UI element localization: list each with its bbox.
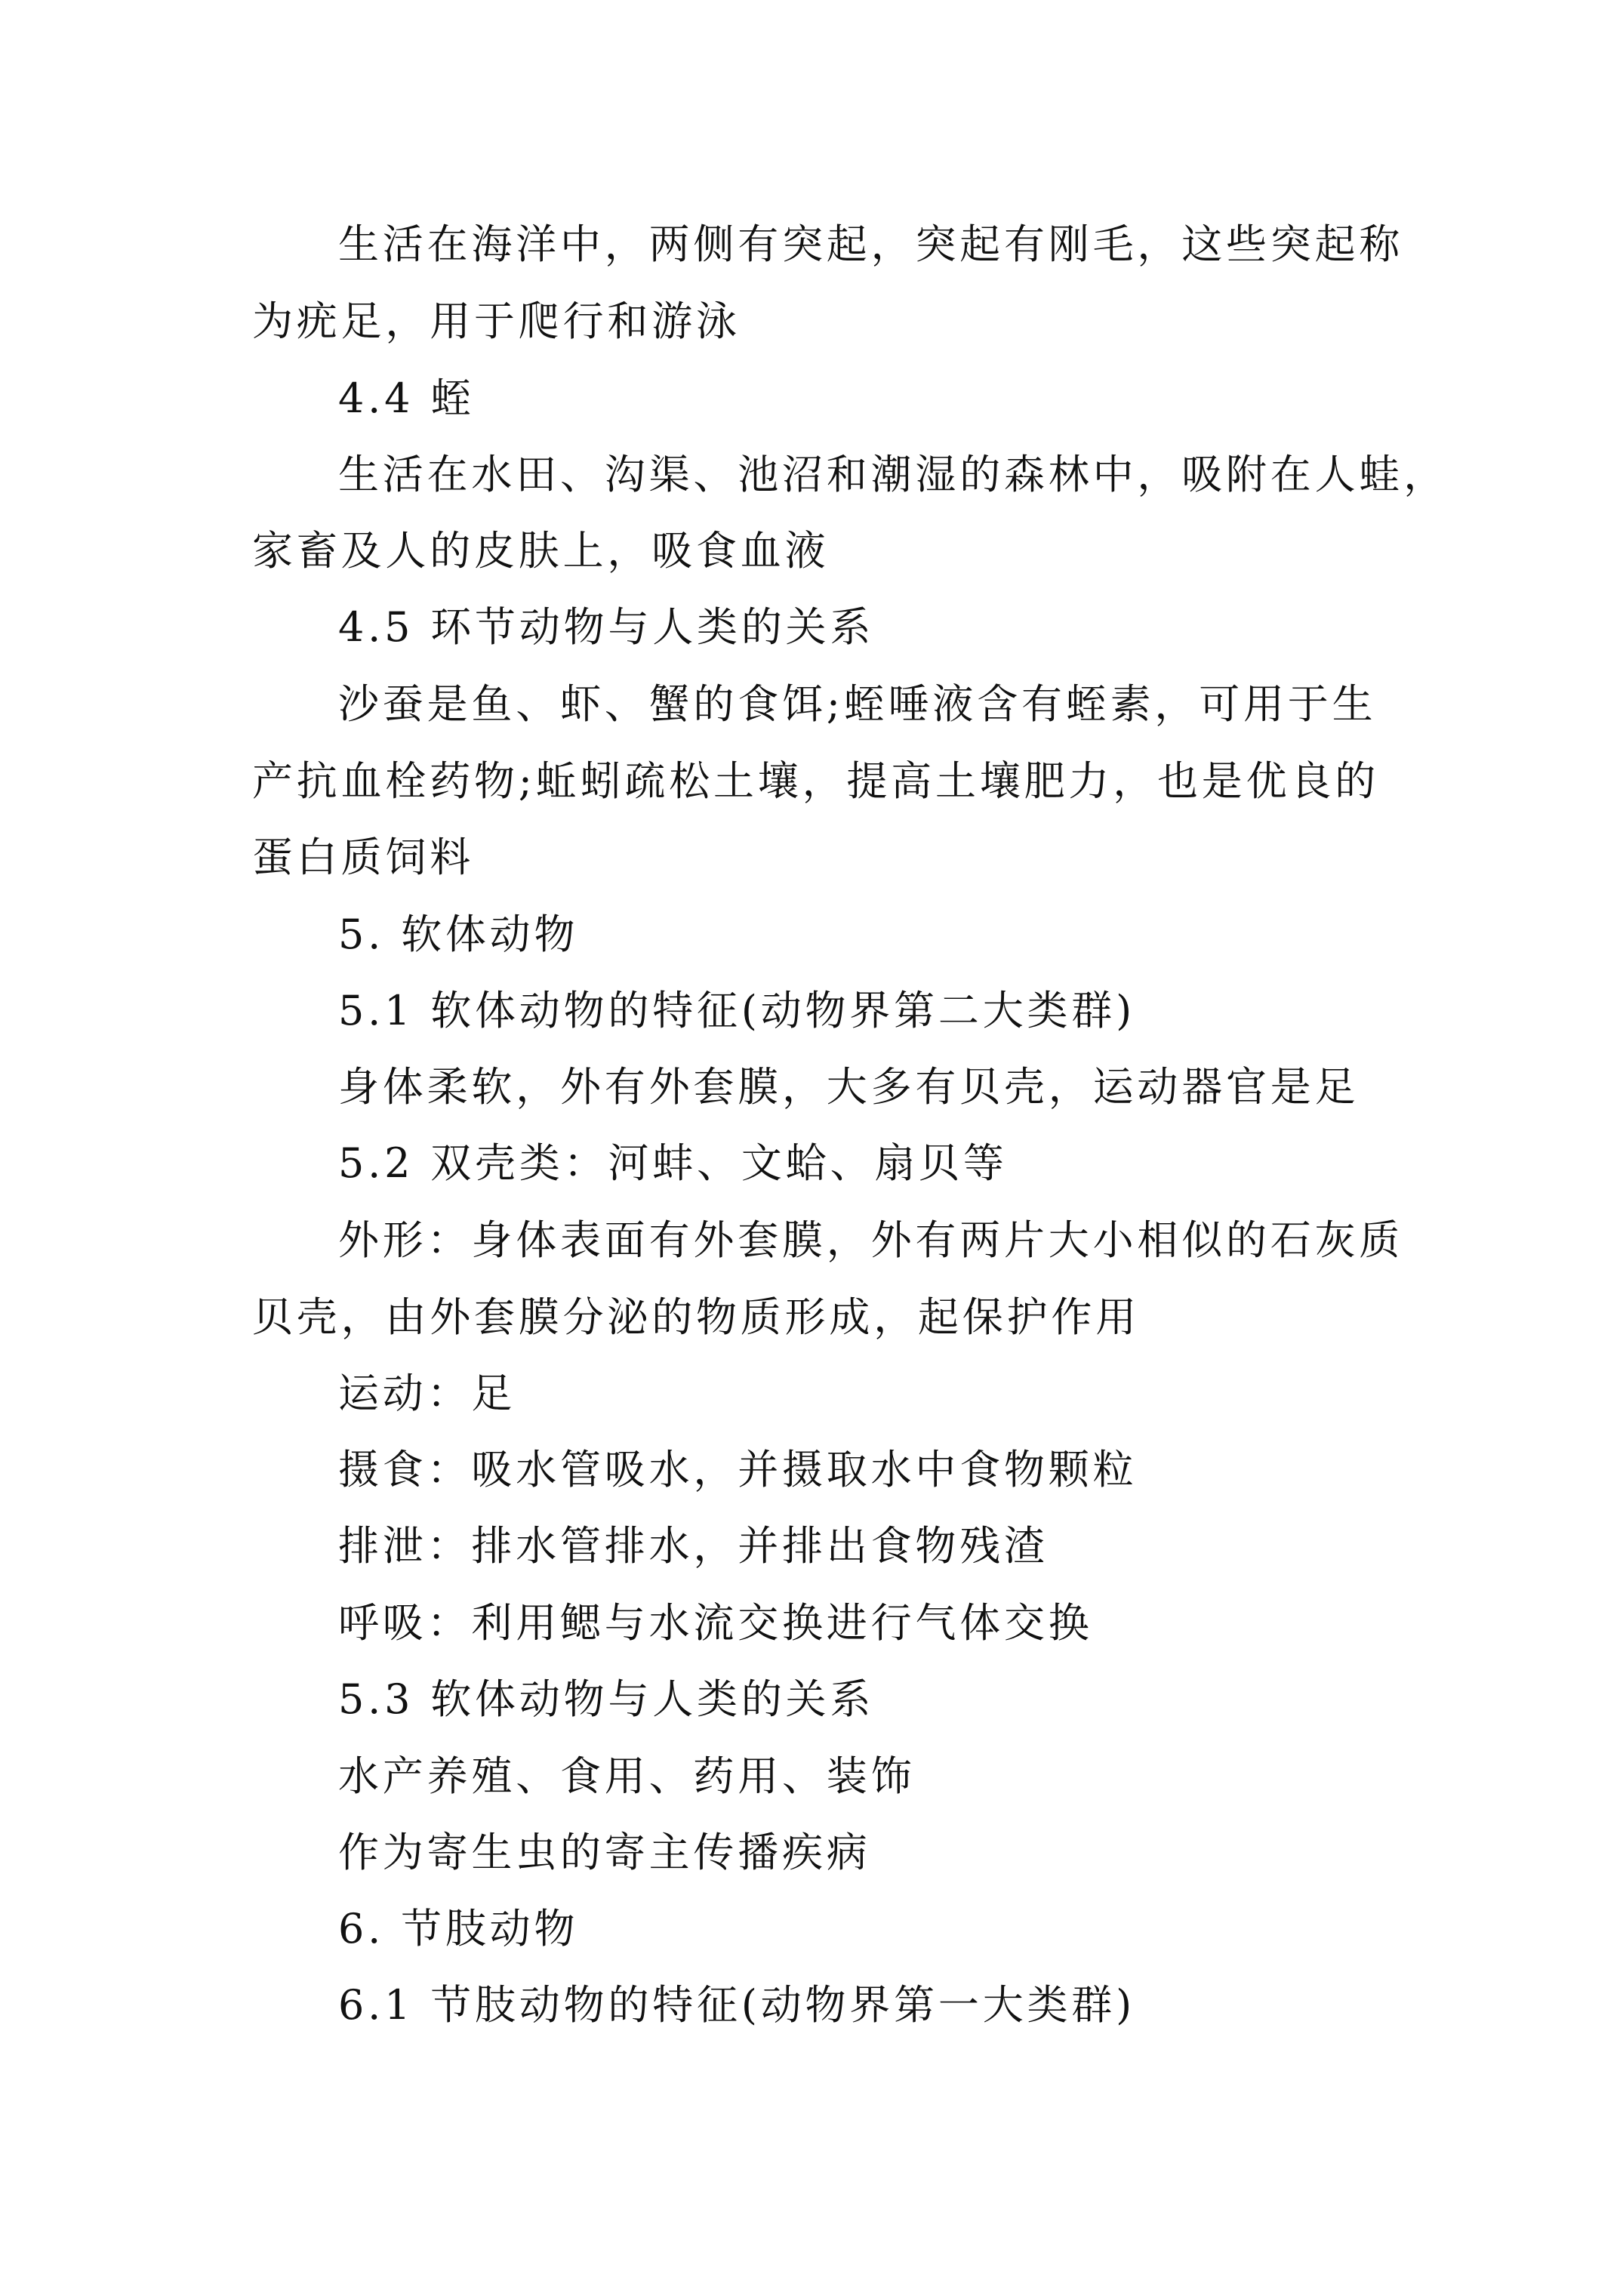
paragraph-line: 贝壳，由外套膜分泌的物质形成，起保护作用 (252, 1293, 1140, 1341)
paragraph-line: 生活在水田、沟渠、池沼和潮湿的森林中，吸附在人蛙， (338, 451, 1448, 498)
paragraph-line: 排泄：排水管排水，并排出食物残渣 (338, 1522, 1049, 1570)
paragraph-line: 家畜及人的皮肤上，吸食血液 (252, 527, 830, 575)
section-heading: 4.4 蛭 (338, 374, 476, 422)
paragraph-line: 运动：足 (338, 1370, 516, 1417)
paragraph-line: 作为寄生虫的寄主传播疾病 (338, 1829, 871, 1876)
paragraph-line: 产抗血栓药物;蚯蚓疏松土壤，提高土壤肥力，也是优良的 (252, 757, 1379, 805)
paragraph-line: 身体柔软，外有外套膜，大多有贝壳，运动器官是足 (338, 1063, 1360, 1111)
paragraph-line: 水产养殖、食用、药用、装饰 (338, 1752, 916, 1800)
paragraph-line: 生活在海洋中，两侧有突起，突起有刚毛，这些突起称 (338, 220, 1404, 268)
section-heading: 6.1 节肢动物的特征(动物界第一大类群) (338, 1981, 1135, 2029)
section-heading: 5.2 双壳类：河蚌、文蛤、扇贝等 (338, 1139, 1008, 1187)
paragraph-line: 摄食：吸水管吸水，并摄取水中食物颗粒 (338, 1446, 1138, 1493)
section-heading: 5.1 软体动物的特征(动物界第二大类群) (338, 987, 1135, 1034)
paragraph-line: 蛋白质饲料 (252, 834, 474, 881)
paragraph-line: 沙蚕是鱼、虾、蟹的食饵;蛭唾液含有蛭素，可用于生 (338, 680, 1377, 728)
paragraph-line: 呼吸：利用鳃与水流交换进行气体交换 (338, 1599, 1093, 1647)
section-heading: 5. 软体动物 (338, 911, 579, 958)
section-heading: 6. 节肢动物 (338, 1905, 579, 1952)
paragraph-line: 外形：身体表面有外套膜，外有两片大小相似的石灰质 (338, 1216, 1404, 1264)
section-heading: 4.5 环节动物与人类的关系 (338, 603, 875, 651)
paragraph-line: 为疣足，用于爬行和游泳 (252, 297, 741, 345)
section-heading: 5.3 软体动物与人类的关系 (338, 1675, 875, 1723)
